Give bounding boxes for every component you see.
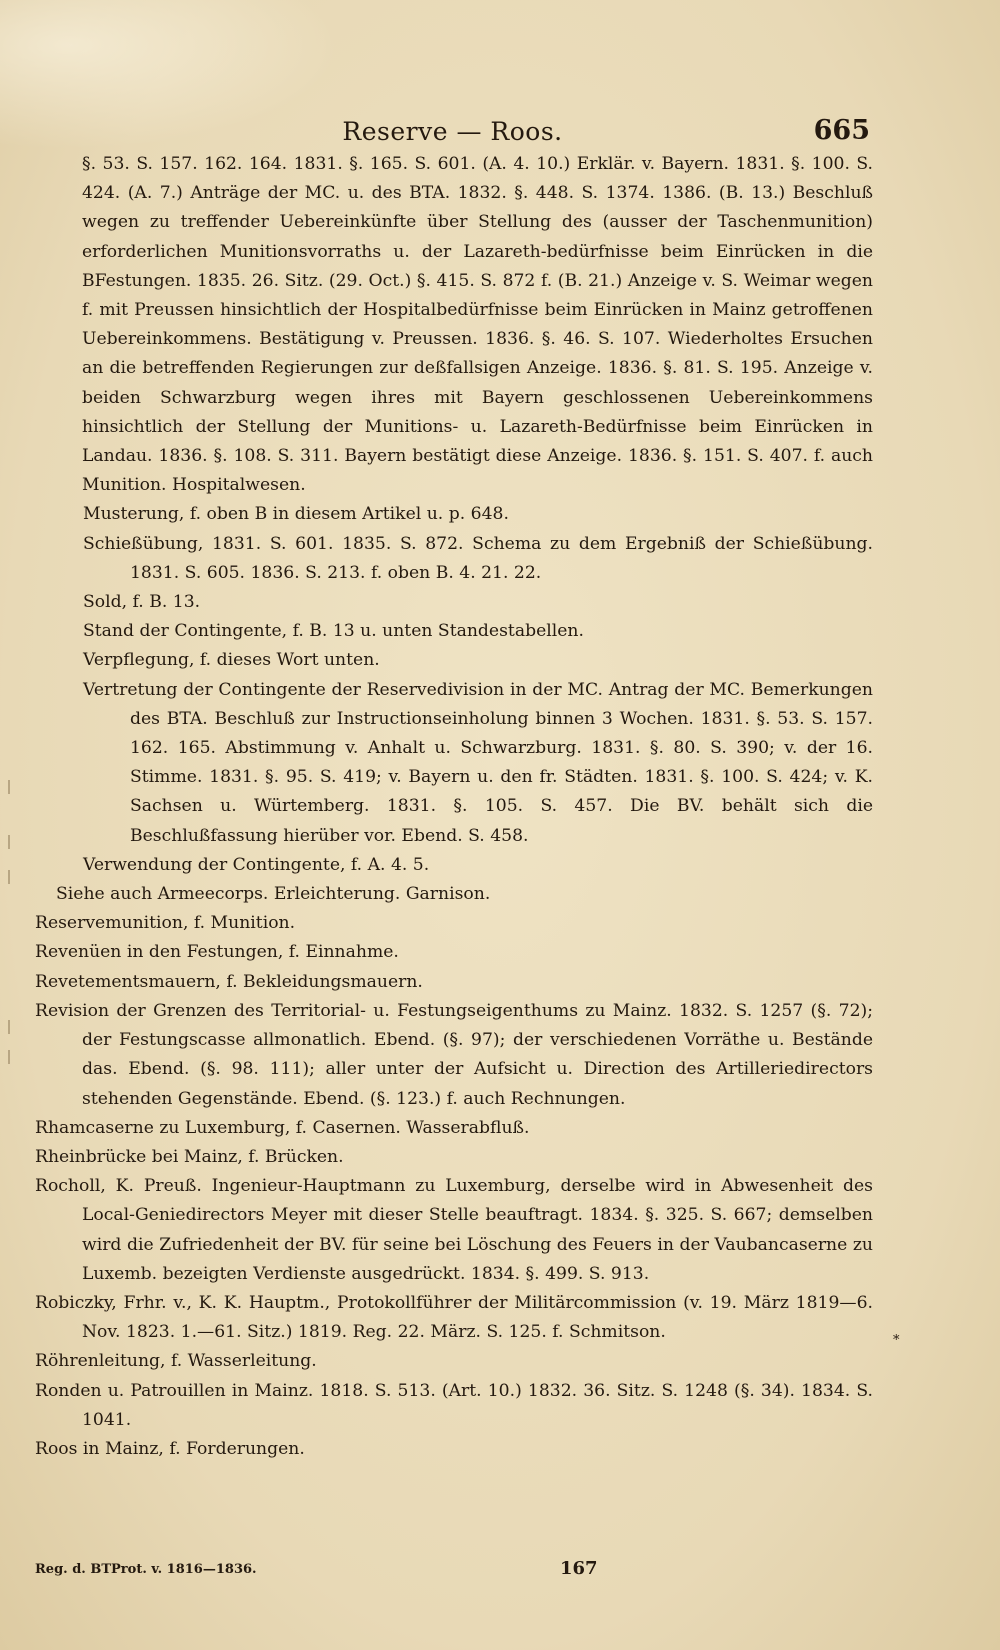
index-subentry: Musterung, f. oben B in diesem Artikel u. p. 648. [83,504,509,525]
index-subentry: Sold, f. B. 13. [83,592,201,613]
signature-mark: 167 [560,1558,598,1579]
page-number: 665 [813,115,870,146]
page-footer [35,1556,873,1586]
see-also-line: Siehe auch Armeecorps. Erleichterung. Garnison. [56,884,491,905]
index-subentry: Verwendung der Contingente, f. A. 4. 5. [83,854,430,875]
index-entry: Röhrenleitung, f. Wasserleitung. [35,1351,317,1372]
edge-mark [8,1050,10,1064]
index-subentry: Schießübung, 1831. S. 601. 1835. S. 872. Schema zu dem Ergebniß der Schießübung. 1831. S. 605. 1836. S. 213. f. oben B. 4. 21. 22. [83,533,873,583]
index-entry: Revetementsmauern, f. Bekleidungsmauern. [35,971,423,992]
index-subentry: Vertretung der Contingente der Reservedivision in der MC. Antrag der MC. Bemerkungen des BTA. Beschluß zur Instructionseinholung binnen 3 Wochen. 1831. §. 53. S. 157. 162. 165. Abstimmung v. Anhalt u. Schwarzburg. 1831. §. 80. S. 390; v. der 16. Stimme. 1831. §. 95. S. 419; v. Bayern u. den fr. Städten. 1831. §. 100. S. 424; v. K. Sachsen u. Würtemberg. 1831. §. 105. S. 457. Die BV. behält sich die Beschlußfassung hierüber vor. Ebend. S. 458. [83,679,873,846]
index-paragraph: §. 53. S. 157. 162. 164. 1831. §. 165. S. 601. (A. 4. 10.) Erklär. v. Bayern. 1831. §. 100. S. 424. (A. 7.) Anträge der MC. u. des BTA. 1832. §. 448. S. 1374. 1386. (B. 13.) Beschluß wegen zu treffender Uebereinkünfte über Stellung des (ausser der Taschenmunition) erforderlichen Munitionsvorraths u. der Lazareth-bedürfnisse beim Einrücken in die BFestungen. 1835. 26. Sitz. (29. Oct.) §. 415. S. 872 f. (B. 21.) Anzeige v. S. Weimar wegen f. mit Preussen hinsichtlich der Hospitalbedürfnisse beim Einrücken in Mainz getroffenen Uebereinkommens. Bestätigung v. Preussen. 1836. §. 46. S. 107. Wiederholtes Ersuchen an die betreffenden Regierungen zur deßfallsigen Anzeige. 1836. §. 81. S. 195. Anzeige v. beiden Schwarzburg wegen ihres mit Bayern geschlossenen Uebereinkommens hinsichtlich der Stellung der Munitions- u. Lazareth-Bedürfnisse beim Einrücken in Landau. 1836. §. 108. S. 311. Bayern bestätigt diese Anzeige. 1836. §. 151. S. 407. f. auch Munition. Hospitalwesen. [82,154,873,496]
index-entry: Rhamcaserne zu Luxemburg, f. Casernen. Wasserabfluß. [35,1117,530,1138]
edge-mark [8,1020,10,1034]
edge-mark [8,835,10,849]
index-entry: Rheinbrücke bei Mainz, f. Brücken. [35,1146,344,1167]
index-subentry: Stand der Contingente, f. B. 13 u. unten Standestabellen. [83,621,584,642]
index-subentry: Verpflegung, f. dieses Wort unten. [83,650,380,671]
index-body [35,150,873,1464]
running-head: Reserve — Roos. [342,117,563,146]
footer-note: Reg. d. BTProt. v. 1816—1836. [35,1562,257,1577]
page-header [35,113,870,153]
index-entry: Robiczky, Frhr. v., K. K. Hauptm., Protokollführer der Militärcommission (v. 19. März 1819—6. Nov. 1823. 1.—61. Sitz.) 1819. Reg. 22. März. S. 125. f. Schmitson. [35,1292,873,1343]
index-entry: Revision der Grenzen des Territorial- u. Festungseigenthums zu Mainz. 1832. S. 1257 (§. 72); der Festungscasse allmonatlich. Ebend. (§. 97); der verschiedenen Vorräthe u. Bestände das. Ebend. (§. 98. 111); aller unter der Aufsicht u. Direction des Artilleriedirectors stehenden Gegenstände. Ebend. (§. 123.) f. auch Rechnungen. [35,1000,873,1109]
index-entry: Roos in Mainz, f. Forderungen. [35,1438,305,1459]
margin-asterisk: * [893,1333,900,1348]
index-entry: Reservemunition, f. Munition. [35,913,296,934]
index-entry: Revenüen in den Festungen, f. Einnahme. [35,942,399,963]
edge-mark [8,870,10,884]
index-entry: Rocholl, K. Preuß. Ingenieur-Hauptmann zu Luxemburg, derselbe wird in Abwesenheit des Local-Geniedirectors Meyer mit dieser Stelle beauftragt. 1834. §. 325. S. 667; demselben wird die Zufriedenheit der BV. für seine bei Löschung des Feuers in der Vaubancaserne zu Luxemb. bezeigten Verdienste ausgedrückt. 1834. §. 499. S. 913. [35,1176,873,1284]
edge-mark [8,780,10,794]
index-entry: Ronden u. Patrouillen in Mainz. 1818. S. 513. (Art. 10.) 1832. 36. Sitz. S. 1248 (§. 34). 1834. S. 1041. [35,1380,873,1430]
